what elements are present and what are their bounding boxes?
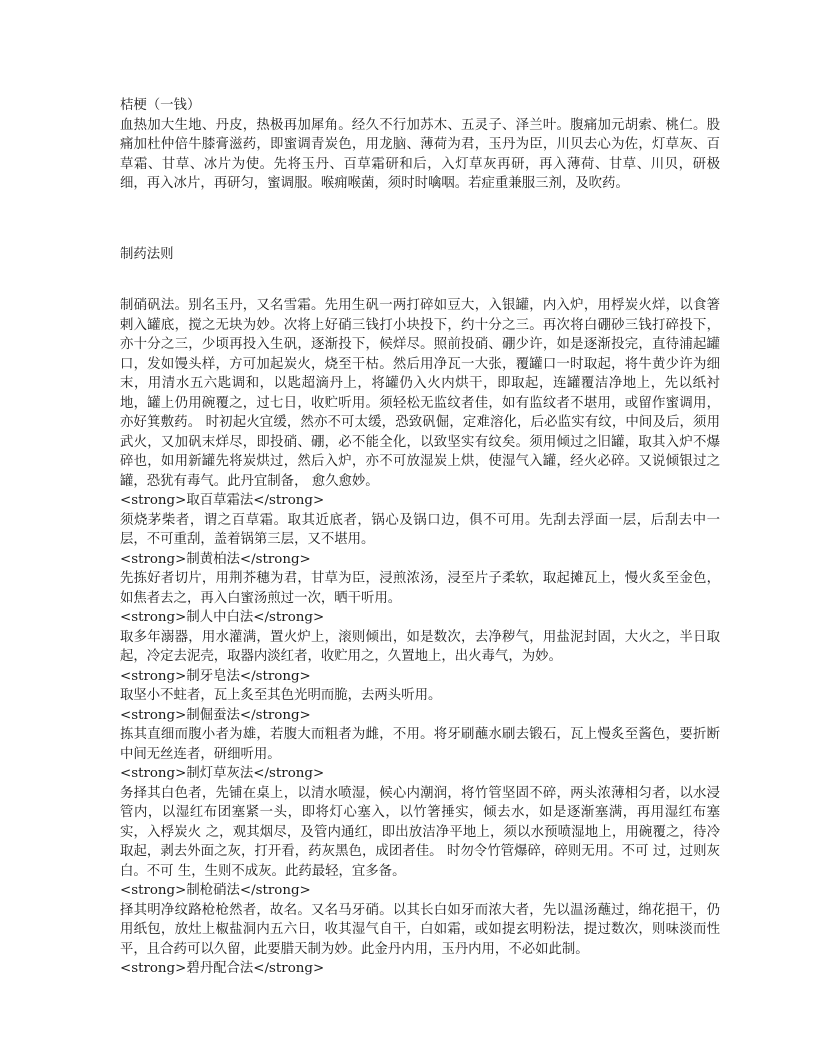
heading-碧丹: <strong>碧丹配合法</strong> <box>120 961 325 976</box>
heading-枪硝: <strong>制枪硝法</strong> <box>120 883 311 898</box>
entry-text: 血热加大生地、丹皮，热极再加犀角。经久不行加苏木、五灵子、泽兰叶。腹痛加元胡索、桃仁。股痛加杜仲倍牛膝膏滋药，即蜜调青炭色，用龙脑、薄荷为君，玉丹为臣，川贝去心为佐，灯草灰、百草霜、甘草、冰片为使。先将玉丹、百草霜研和后，入灯草灰再研，再入薄荷、甘草、川贝，研极细，再入冰片，再研匀，蜜调服。喉痈喉菌，须时时噙咽。若症重兼服三剂，及吹药。 <box>120 117 720 191</box>
heading-牙皂: <strong>制牙皂法</strong> <box>120 668 311 684</box>
paragraph-黄柏: 先拣好者切片，用荆芥穗为君，甘草为臣，浸煎浓汤，浸至片子柔软，取起摊瓦上，慢火炙至金色，如焦者去之，再入白蜜汤煎过一次，晒干听用。 <box>120 571 720 606</box>
heading-人中白: <strong>制人中白法</strong> <box>120 610 325 625</box>
paragraph-枪硝: 择其明净纹路枪枪然者，故名。又名马牙硝。以其长白如牙而浓大者，先以温汤蘸过，绵花挹干，仍用纸包，放灶上椒盐洞内五六日，收其湿气自干，白如霜，或如提玄明粉法，提过数次，则味淡而性平，且合药可以久留，此要腊天制为妙。此金丹内用，玉丹内用，不必如此制。 <box>120 902 720 957</box>
paragraph-人中白: 取多年溺器，用水灌满，置火炉上，滚则倾出，如是数次，去净秽气，用盐泥封固，大火之，半日取起，冷定去泥壳，取器内淡红者，收贮用之，久置地上，出火毒气，为妙。 <box>120 629 720 664</box>
paragraph-百草霜: 须烧茅柴者，谓之百草霜。取其近底者，锅心及锅口边，俱不可用。先刮去浮面一层，后刮去中一层，不可重刮，盖着锅第三层，又不堪用。 <box>120 512 720 547</box>
heading-百草霜: <strong>取百草霜法</strong> <box>120 493 325 508</box>
paragraph-牙皂: 取坚小不蛀者，瓦上炙至其色光明而脆，去两头听用。 <box>120 688 442 703</box>
section-title: 制药法则 <box>120 247 174 262</box>
heading-倔蚕: <strong>制倔蚕法</strong> <box>120 707 311 723</box>
paragraph-硝矾: 制硝矾法。别名玉丹，又名雪霜。先用生矾一两打碎如豆大，入银罐，内入炉，用桴炭火烊，以食箸剌入罐底，搅之无块为妙。次将上好硝三钱打小块投下，约十分之三。再次将白硼砂三钱打碎投下，亦十分之三，少顷再投入生矾，逐渐投下，候烊尽。照前投硝、硼少许，如是逐渐投完，直待浦起罐口，发如馒头样，方可加起炭火，烧至干枯。然后用净瓦一大张，覆罐口一时取起，将牛黄少许为细末，用清水五六匙调和，以匙超滴丹上，将罐仍入火内烘干，即取起，连罐覆洁净地上，先以纸衬地，罐上仍用碗覆之，过七日，收贮听用。须轻松无监纹者佳，如有监纹者不堪用，或留作蜜调用，亦好箕敷药。 时初起火宜缓，然亦不可太缓，恐致矾倔，定难溶化，后必监实有纹，中间及后，须用武火，又加矾末烊尽，即投硝、硼，必不能全化，以致坚实有纹矣。须用倾过之旧罐，取其入炉不爆碎也，如用新罐先将炭烘过，然后入炉，亦不可放湿炭上烘，使湿气入罐，经火必碎。又说倾银过之罐，恐犹有毒气。此丹宜制备， 愈久愈妙。 <box>120 298 720 489</box>
heading-灯草灰: <strong>制灯草灰法</strong> <box>120 766 325 781</box>
entry-title: 桔梗（一钱） <box>120 98 201 113</box>
paragraph-灯草灰: 务择其白色者，先铺在桌上，以清水喷湿，候心内潮润，将竹管坚固不碎，两头浓薄相匀者，以水浸管内，以湿红布团塞紧一头，即将灯心塞入，以竹箸捶实，倾去水，如是逐渐塞满，再用湿红布塞实，入桴炭火 之，观其烟尽，及管内通红，即出放洁净平地上，须以水预喷湿地上，用碗覆之，待冷取起，剥去外面之灰，打开看，药灰黑色，成团者佳。 时勿令竹管爆碎，碎则无用。不可 过，过则灰白。不可 生，生则不成灰。此药最轻，宜多备。 <box>120 785 720 879</box>
paragraph-倔蚕: 拣其直细而腹小者为雄，若腹大而粗者为雌，不用。将牙刷蘸水刷去锻石，瓦上慢炙至酱色，要折断中间无丝连者，研细听用。 <box>120 727 720 762</box>
entry-block <box>120 96 720 194</box>
section-body <box>120 296 720 979</box>
heading-黄柏: <strong>制黄柏法</strong> <box>120 551 311 567</box>
